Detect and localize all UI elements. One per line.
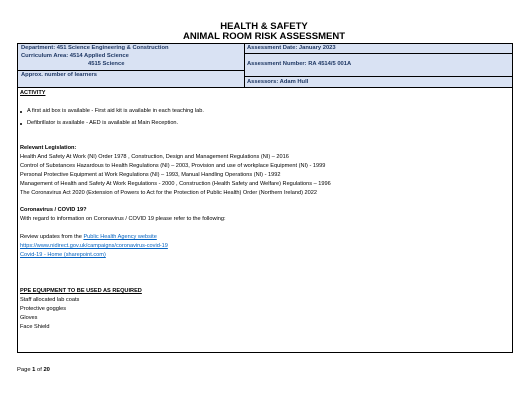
assessment-number: Assessment Number: RA 4514/5 001A <box>247 61 352 67</box>
assessment-date: Assessment Date: January 2023 <box>247 45 336 51</box>
review-prefix: Review updates from the <box>20 234 84 240</box>
public-health-agency-link[interactable]: Public Health Agency website <box>83 234 157 240</box>
page-current: 1 <box>32 367 36 373</box>
covid-intro: With regard to information on Coronavirus / COVID 19 please refer to the following: <box>20 216 226 222</box>
bullet-icon <box>20 111 22 113</box>
assessment-header-table <box>17 43 513 88</box>
department-label: Department: 451 Science Engineering & Construction <box>21 45 169 51</box>
ppe-item: Face Shield <box>20 324 50 330</box>
ppe-item: Protective goggles <box>20 306 67 312</box>
assessors-label: Assessors: Adam Hull <box>247 79 309 85</box>
ppe-item: Gloves <box>20 315 38 321</box>
page-of: of <box>35 367 44 373</box>
ppe-heading: PPE EQUIPMENT TO BE USED AS REQUIRED <box>20 288 142 294</box>
page-prefix: Page <box>17 367 33 373</box>
legislation-line: Personal Protective Equipment at Work Regulations (NI) – 1993, Manual Handling Operations (NI) - 1992 <box>20 172 281 178</box>
document-subtitle: ANIMAL ROOM RISK ASSESSMENT <box>182 31 346 42</box>
legislation-line: Control of Substances Hazardous to Health Regulations (NI) – 2003, Provision and use of workplace Equipment (NI) - 1999 <box>20 163 326 169</box>
activity-heading: ACTIVITY <box>20 90 46 96</box>
header-divider <box>244 44 245 87</box>
legislation-heading: Relevant Legislation: <box>20 145 77 151</box>
header-row-divider-right-2 <box>245 76 513 77</box>
legislation-line: The Coronavirus Act 2020 (Extension of Powers to Act for the Protection of Public Health) Order (Northern Ireland) 2022 <box>20 190 317 196</box>
page-footer <box>17 367 50 373</box>
bullet-icon <box>20 123 22 125</box>
legislation-line: Management of Health and Safety At Work Regulations - 2000 , Construction (Health Safety and Welfare) Regulations – 1996 <box>20 181 331 187</box>
curriculum-label-2: 4515 Science <box>88 61 125 67</box>
legislation-line: Health And Safety At Work (NI) Order 1978 , Construction, Design and Management Regulations (NI) – 2016 <box>20 154 289 160</box>
document-title: HEALTH & SAFETY <box>220 21 308 32</box>
ppe-item: Staff allocated lab coats <box>20 297 80 303</box>
page-total: 20 <box>43 367 50 373</box>
activity-item: Defibrillator is available - AED is available at Main Reception. <box>27 120 179 126</box>
review-line <box>20 234 157 241</box>
header-row-divider-left <box>18 70 244 71</box>
nidirect-link[interactable]: https://www.nidirect.gov.uk/campaigns/coronavirus-covid-19 <box>20 243 168 249</box>
covid-heading: Coronavirus / COVID 19? <box>20 207 87 213</box>
curriculum-label: Curriculum Area: 4514 Applied Science <box>21 53 129 59</box>
header-row-divider-right-1 <box>245 53 513 54</box>
learners-label: Approx. number of learners <box>21 72 98 78</box>
sharepoint-link[interactable]: Covid-19 - Home (sharepoint.com) <box>20 252 106 258</box>
activity-item: A first aid box is available - First aid kit is available in each teaching lab. <box>27 108 204 114</box>
